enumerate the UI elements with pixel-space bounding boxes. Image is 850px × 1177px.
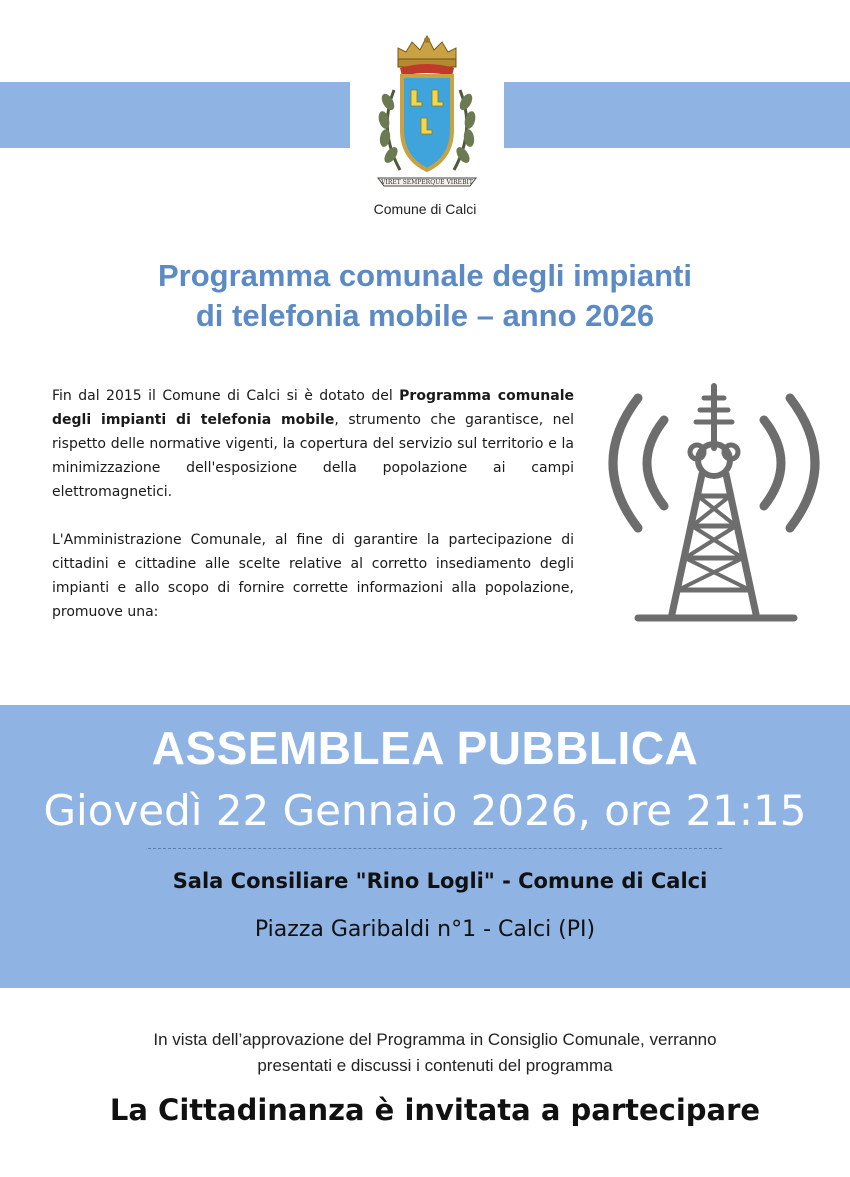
page-title bbox=[0, 256, 850, 336]
event-date: Giovedì 22 Gennaio 2026, ore 21:15 bbox=[43, 786, 807, 835]
footer-notice bbox=[0, 1027, 850, 1079]
intro-p1-bold: Programma comunale degli impianti di telefonia mobile bbox=[52, 388, 574, 428]
intro-paragraph-2: L'Amministrazione Comunale, al fine di garantire la partecipazione di cittadini e cittadine alle scelte relative al corretto insediamento degli impianti e allo scopo di fornire corrette informazioni alla popolazione, promuove una: bbox=[52, 532, 574, 620]
event-divider bbox=[148, 848, 722, 849]
page-title-line2: di telefonia mobile – anno 2026 bbox=[195, 298, 655, 333]
intro-p1-end: , strumento che garantisce, nel rispetto delle normative vigenti, la copertura del servizio sul territorio e la minimizzazione dell'esposizione della popolazione ai campi elettromagnetici. bbox=[52, 412, 574, 500]
event-venue: Sala Consiliare "Rino Logli" - Comune di Calci bbox=[172, 869, 708, 893]
crest-motto: VIRET SEMPERQUE VIREBIT bbox=[381, 179, 473, 186]
footer-notice-line2: presentati e discussi i contenuti del programma bbox=[257, 1056, 613, 1075]
footer-notice-line1: In vista dell’approvazione del Programma in Consiglio Comunale, verranno bbox=[153, 1030, 717, 1049]
coat-of-arms-icon bbox=[364, 30, 490, 198]
intro-text bbox=[52, 384, 574, 648]
header-band-left bbox=[0, 82, 350, 148]
page-title-line1: Programma comunale degli impianti bbox=[157, 258, 692, 293]
event-title: ASSEMBLEA PUBBLICA bbox=[151, 722, 699, 774]
intro-p1-start: Fin dal 2015 il Comune di Calci si è dotato del bbox=[52, 388, 400, 404]
event-address: Piazza Garibaldi n°1 - Calci (PI) bbox=[254, 917, 596, 942]
cell-tower-icon bbox=[598, 378, 830, 628]
intro-paragraph-1 bbox=[52, 384, 574, 504]
header-band-right bbox=[504, 82, 850, 148]
municipality-name: Comune di Calci bbox=[373, 201, 477, 217]
invitation-text: La Cittadinanza è invitata a partecipare bbox=[109, 1093, 761, 1127]
